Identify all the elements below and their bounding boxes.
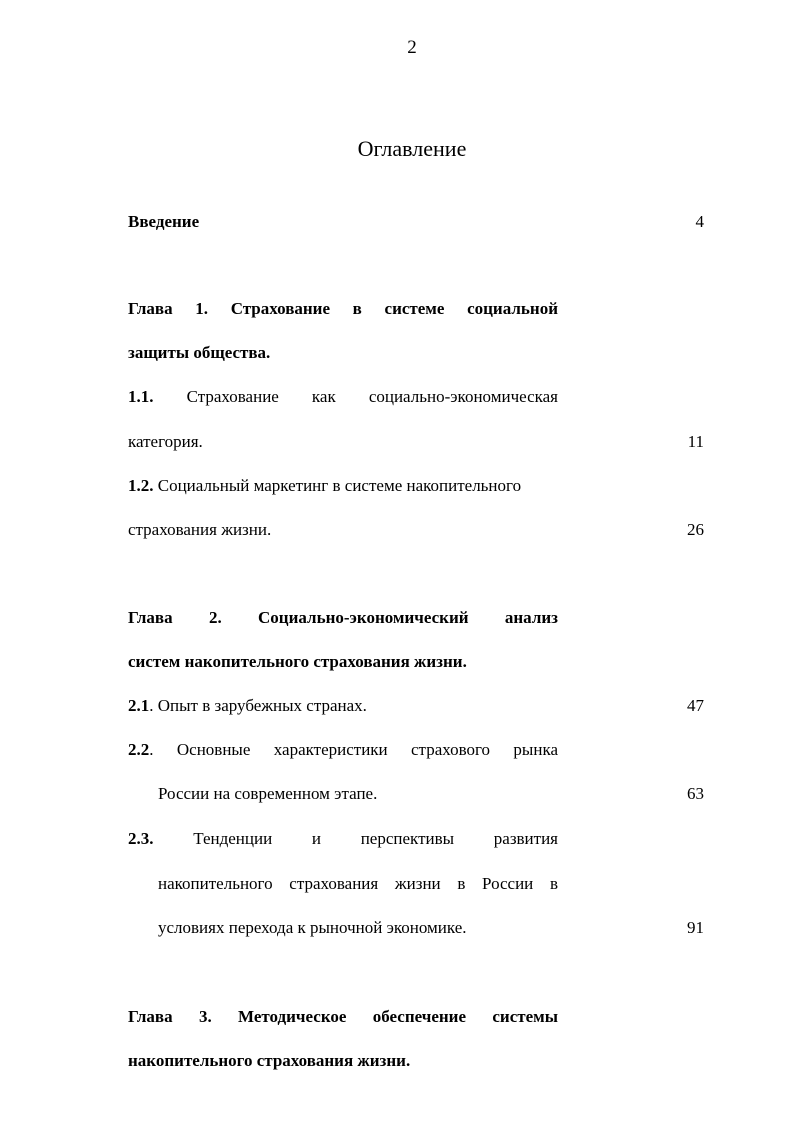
chapter1-title-line2: защиты общества. bbox=[128, 343, 271, 362]
section-1-2-line2: страхования жизни. bbox=[128, 520, 272, 539]
section-2-3-number: 2.3. bbox=[128, 829, 154, 848]
section-1-1-number: 1.1. bbox=[128, 387, 154, 406]
section-1-2-number: 1.2. bbox=[128, 476, 154, 495]
section-2-3-line2: накопительного страхования жизни в России в bbox=[158, 874, 558, 893]
section-1-1-line1 bbox=[128, 387, 558, 407]
section-2-2-line1 bbox=[128, 740, 558, 760]
section-2-2-number: 2.2 bbox=[128, 740, 150, 759]
section-2-2-page: 63 bbox=[687, 784, 704, 803]
section-1-2-line1 bbox=[128, 476, 578, 496]
section-2-3-text: Тенденции и перспективы развития bbox=[193, 829, 558, 848]
chapter2-title-line2: систем накопительного страхования жизни. bbox=[128, 652, 467, 671]
chapter3-title-line2: накопительного страхования жизни. bbox=[128, 1051, 411, 1070]
section-2-3-page: 91 bbox=[687, 918, 704, 937]
section-2-3-line3: условиях перехода к рыночной экономике. bbox=[158, 918, 467, 937]
chapter3-title-line1: Глава 3. Методическое обеспечение системы bbox=[128, 1007, 558, 1026]
section-2-1-line bbox=[128, 696, 558, 716]
section-2-2-text: . Основные характеристики страхового рынка bbox=[149, 740, 558, 759]
section-2-3-line1 bbox=[128, 829, 558, 849]
toc-title: Оглавление bbox=[357, 136, 467, 161]
section-2-2-line2: России на современном этапе. bbox=[158, 784, 378, 803]
chapter2-title-line1: Глава 2. Социально-экономический анализ bbox=[128, 608, 558, 627]
section-2-1-text: . Опыт в зарубежных странах. bbox=[149, 696, 367, 715]
toc-intro-label: Введение bbox=[128, 212, 200, 231]
section-2-1-page: 47 bbox=[687, 696, 704, 715]
section-1-2-page: 26 bbox=[687, 520, 704, 539]
chapter1-title-line1: Глава 1. Страхование в системе социальной bbox=[128, 299, 558, 318]
page-number: 2 bbox=[407, 37, 417, 58]
toc-intro-page: 4 bbox=[695, 212, 704, 231]
section-2-1-number: 2.1 bbox=[128, 696, 150, 715]
section-1-2-text: Социальный маркетинг в системе накопительного bbox=[157, 476, 522, 495]
section-1-1-text: Страхование как социально-экономическая bbox=[186, 387, 558, 406]
section-1-1-line2: категория. bbox=[128, 432, 203, 451]
section-1-1-page: 11 bbox=[687, 432, 704, 451]
